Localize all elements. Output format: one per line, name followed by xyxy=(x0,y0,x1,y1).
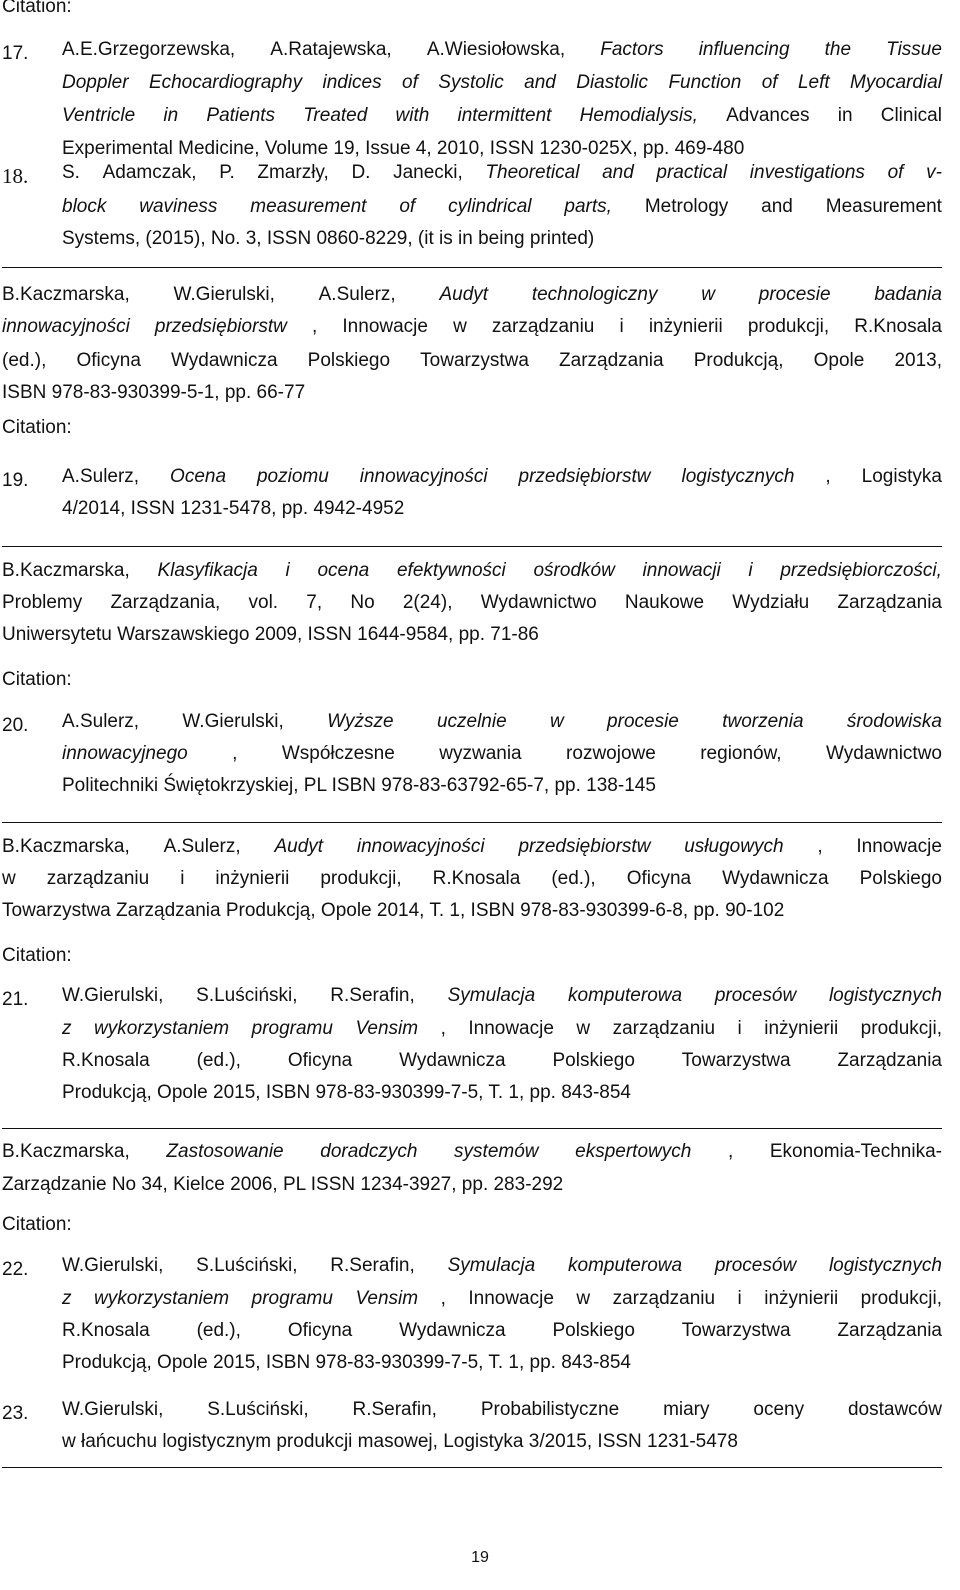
word: , xyxy=(312,316,318,337)
word: inżynierii xyxy=(764,1018,839,1039)
word: wykorzystaniem xyxy=(93,1018,230,1039)
word: produkcji, xyxy=(860,1018,942,1039)
reference-line xyxy=(62,103,942,129)
word: (ed.), xyxy=(196,1050,241,1071)
word: logistycznych xyxy=(828,985,942,1006)
word: procesie xyxy=(607,711,679,732)
word: komputerowa xyxy=(568,985,683,1006)
word: ośrodków xyxy=(533,560,615,581)
reference-text: Produkcją, Opole 2015, ISBN 978-83-930399-7-5, T. 1, pp. 843-854 xyxy=(62,1082,631,1103)
citation-label: Citation: xyxy=(2,0,72,17)
word: badania xyxy=(874,284,942,305)
word: R.Serafin, xyxy=(352,1399,437,1420)
reference-line xyxy=(62,136,744,162)
word: procesów xyxy=(714,985,797,1006)
word: Innowacje xyxy=(468,1018,554,1039)
word: Symulacja xyxy=(447,985,536,1006)
word: W.Gierulski, xyxy=(173,284,275,305)
entry-number: 18. xyxy=(2,164,29,188)
reference-line xyxy=(2,590,942,616)
word: innowacyjności xyxy=(2,316,130,337)
word: zarządzaniu xyxy=(491,316,595,337)
word: and xyxy=(602,162,634,183)
word: of xyxy=(761,72,778,93)
word: 2(24), xyxy=(402,592,453,613)
word: W.Gierulski, xyxy=(182,711,284,732)
word: R.Knosala xyxy=(854,316,942,337)
word: w xyxy=(549,711,564,732)
word: komputerowa xyxy=(568,1255,683,1276)
entry-number: 19. xyxy=(2,470,29,491)
word: Myocardial xyxy=(850,72,942,93)
reference-line xyxy=(2,558,942,584)
word: Tissue xyxy=(886,39,942,60)
reference-line xyxy=(62,1429,738,1455)
word: Klasyfikacja xyxy=(157,560,258,581)
word: block xyxy=(62,196,107,217)
word: Towarzystwa xyxy=(420,350,529,371)
word: Function xyxy=(668,72,742,93)
reference-line xyxy=(2,348,942,374)
reference-line xyxy=(2,282,942,308)
reference-line xyxy=(62,1016,942,1042)
reference-line xyxy=(62,983,942,1009)
word: Patients xyxy=(206,105,276,126)
word: systemów xyxy=(454,1141,539,1162)
reference-line xyxy=(62,1048,942,1074)
page-number: 19 xyxy=(471,1549,489,1566)
word: v- xyxy=(926,162,942,183)
word: innowacyjnego xyxy=(62,743,188,764)
word: dostawców xyxy=(847,1399,942,1420)
word: programu xyxy=(251,1288,333,1309)
divider xyxy=(2,267,942,268)
word: i xyxy=(180,868,185,889)
reference-line xyxy=(62,1253,942,1279)
word: Współczesne xyxy=(281,743,395,764)
citation-label: Citation: xyxy=(2,1214,72,1235)
word: Measurement xyxy=(825,196,942,217)
word: Advances xyxy=(726,105,810,126)
word: Left xyxy=(797,72,830,93)
word: P. xyxy=(219,162,235,183)
word: , xyxy=(440,1288,446,1309)
word: procesie xyxy=(758,284,831,305)
word: Wydawnicza xyxy=(399,1050,506,1071)
word: wyzwania xyxy=(439,743,522,764)
word: parts, xyxy=(564,196,612,217)
word: Diastolic xyxy=(576,72,649,93)
entry-number: 21. xyxy=(2,989,29,1010)
word: , xyxy=(232,743,238,764)
entry-number: 17. xyxy=(2,43,29,64)
word: S.Luściński, xyxy=(196,985,298,1006)
reference-line xyxy=(62,226,594,252)
word: B.Kaczmarska, xyxy=(2,284,130,305)
word: programu xyxy=(251,1018,333,1039)
word: Zarządzania xyxy=(837,1050,942,1071)
word: i xyxy=(737,1018,742,1039)
word: z xyxy=(62,1288,72,1309)
reference-text: Zarządzanie No 34, Kielce 2006, PL ISSN 1234-3927, pp. 283-292 xyxy=(2,1174,564,1195)
reference-line xyxy=(62,70,942,96)
reference-line xyxy=(62,496,404,522)
word: inżynierii xyxy=(764,1288,839,1309)
word: efektywności xyxy=(396,560,506,581)
word: A.Ratajewska, xyxy=(270,39,392,60)
word: , xyxy=(727,1141,734,1162)
word: inżynierii xyxy=(215,868,290,889)
word: measurement xyxy=(250,196,367,217)
word: Zastosowanie xyxy=(166,1141,284,1162)
word: Polskiego xyxy=(552,1050,635,1071)
word: oceny xyxy=(753,1399,805,1420)
reference-text: Systems, (2015), No. 3, ISSN 0860-8229, (it is in being printed) xyxy=(62,228,595,249)
word: cylindrical xyxy=(448,196,532,217)
word: Wydawnictwo xyxy=(826,743,942,764)
word: W.Gierulski, xyxy=(62,1399,164,1420)
word: Hemodialysis, xyxy=(579,105,698,126)
word: Factors xyxy=(600,39,664,60)
word: Theoretical xyxy=(485,162,580,183)
word: i xyxy=(748,560,753,581)
word: Produkcją, xyxy=(693,350,784,371)
reference-text: Politechniki Świętokrzyskiej, PL ISBN 978-83-63792-65-7, pp. 138-145 xyxy=(62,775,656,796)
word: Ekonomia-Technika- xyxy=(769,1141,942,1162)
word: R.Serafin, xyxy=(330,985,415,1006)
word: i xyxy=(737,1288,742,1309)
word: rozwojowe xyxy=(566,743,656,764)
word: doradczych xyxy=(320,1141,418,1162)
word: Zmarzły, xyxy=(257,162,329,183)
reference-text: Uniwersytetu Warszawskiego 2009, ISSN 1644-9584, pp. 71-86 xyxy=(2,624,539,645)
word: B.Kaczmarska, xyxy=(2,836,130,857)
reference-line xyxy=(62,1397,942,1423)
word: Probabilistyczne xyxy=(480,1399,620,1420)
entry-number: 22. xyxy=(2,1259,29,1280)
word: R.Knosala xyxy=(62,1320,150,1341)
word: A.Sulerz, xyxy=(62,466,140,487)
word: Logistyka xyxy=(861,466,942,487)
word: Zarządzania xyxy=(559,350,664,371)
word: w xyxy=(2,868,16,889)
word: Oficyna xyxy=(287,1320,353,1341)
word: uczelnie xyxy=(436,711,507,732)
word: Adamczak, xyxy=(102,162,197,183)
word: Innowacje xyxy=(856,836,942,857)
word: Polskiego xyxy=(859,868,942,889)
word: w xyxy=(453,316,467,337)
reference-line xyxy=(2,622,539,648)
word: usługowych xyxy=(684,836,784,857)
reference-text: ISBN 978-83-930399-5-1, pp. 66-77 xyxy=(2,382,306,403)
reference-line xyxy=(2,1172,563,1198)
word: zarządzaniu xyxy=(612,1288,716,1309)
word: Oficyna xyxy=(76,350,141,371)
word: w xyxy=(701,284,715,305)
entry-number: 23. xyxy=(2,1403,29,1424)
word: waviness xyxy=(139,196,218,217)
reference-line xyxy=(62,1350,631,1376)
word: B.Kaczmarska, xyxy=(2,1141,130,1162)
word: Wydawnictwo xyxy=(480,592,597,613)
word: technologiczny xyxy=(531,284,658,305)
word: ekspertowych xyxy=(575,1141,692,1162)
word: D. xyxy=(351,162,371,183)
word: Ventricle xyxy=(62,105,136,126)
word: Innowacje xyxy=(342,316,428,337)
reference-line xyxy=(62,709,942,735)
word: with xyxy=(395,105,430,126)
word: Towarzystwa xyxy=(681,1320,791,1341)
word: and xyxy=(761,196,793,217)
reference-line xyxy=(2,1139,942,1165)
word: of xyxy=(399,196,416,217)
word: Audyt xyxy=(439,284,489,305)
word: , xyxy=(440,1018,446,1039)
word: (ed.), xyxy=(2,350,47,371)
word: , xyxy=(825,466,831,487)
word: środowiska xyxy=(846,711,942,732)
word: przedsiębiorczości, xyxy=(780,560,942,581)
word: tworzenia xyxy=(722,711,804,732)
word: ocena xyxy=(317,560,370,581)
word: zarządzaniu xyxy=(46,868,150,889)
word: , xyxy=(817,836,823,857)
word: R.Knosala xyxy=(62,1050,150,1071)
word: logistycznych xyxy=(681,466,795,487)
word: Echocardiography xyxy=(148,72,303,93)
reference-line xyxy=(62,1318,942,1344)
word: Problemy xyxy=(2,592,83,613)
word: A.Sulerz, xyxy=(163,836,241,857)
word: Towarzystwa xyxy=(681,1050,791,1071)
word: Polskiego xyxy=(307,350,391,371)
word: Clinical xyxy=(880,105,942,126)
divider xyxy=(2,546,942,547)
word: S.Luściński, xyxy=(207,1399,309,1420)
word: innowacyjności xyxy=(359,466,488,487)
reference-text: Towarzystwa Zarządzania Produkcją, Opole 2014, T. 1, ISBN 978-83-930399-6-8, pp. 90-102 xyxy=(2,900,785,921)
word: innowacji xyxy=(642,560,721,581)
word: Doppler xyxy=(62,72,129,93)
reference-text: Experimental Medicine, Volume 19, Issue 4, 2010, ISSN 1230-025X, pp. 469-480 xyxy=(62,138,745,159)
word: Janecki, xyxy=(393,162,463,183)
reference-line xyxy=(62,37,942,63)
word: Wyższe xyxy=(327,711,394,732)
word: B.Kaczmarska, xyxy=(2,560,130,581)
divider xyxy=(2,1128,942,1129)
word: No xyxy=(350,592,375,613)
citation-label: Citation: xyxy=(2,669,72,690)
word: in xyxy=(163,105,179,126)
word: R.Knosala xyxy=(432,868,521,889)
citation-label: Citation: xyxy=(2,417,72,438)
word: practical xyxy=(656,162,728,183)
word: A.E.Grzegorzewska, xyxy=(62,39,236,60)
word: A.Sulerz, xyxy=(318,284,396,305)
word: Vensim xyxy=(355,1018,419,1039)
word: Zarządzania xyxy=(837,1320,942,1341)
reference-line xyxy=(62,773,656,799)
entry-number: 20. xyxy=(2,715,29,736)
word: Wydawnicza xyxy=(722,868,829,889)
word: Innowacje xyxy=(468,1288,554,1309)
word: miary xyxy=(663,1399,710,1420)
word: W.Gierulski, xyxy=(62,1255,164,1276)
word: indices xyxy=(322,72,382,93)
word: w xyxy=(576,1288,591,1309)
word: z xyxy=(62,1018,72,1039)
word: Metrology xyxy=(644,196,729,217)
word: Vensim xyxy=(355,1288,419,1309)
word: inżynierii xyxy=(648,316,723,337)
word: Oficyna xyxy=(287,1050,353,1071)
word: vol. xyxy=(248,592,279,613)
word: Ocena xyxy=(170,466,227,487)
divider xyxy=(2,1467,942,1468)
word: Wydziału xyxy=(732,592,810,613)
word: przedsiębiorstw xyxy=(518,466,651,487)
word: and xyxy=(524,72,556,93)
word: Systolic xyxy=(438,72,504,93)
word: Opole xyxy=(813,350,865,371)
word: wykorzystaniem xyxy=(93,1288,230,1309)
word: Treated xyxy=(303,105,368,126)
reference-line xyxy=(2,834,942,860)
word: influencing xyxy=(698,39,790,60)
word: przedsiębiorstw xyxy=(154,316,287,337)
word: A.Sulerz, xyxy=(62,711,140,732)
word: regionów, xyxy=(700,743,782,764)
word: Oficyna xyxy=(626,868,692,889)
word: 2013, xyxy=(894,350,942,371)
word: Polskiego xyxy=(552,1320,635,1341)
reference-line xyxy=(2,898,784,924)
reference-text: Produkcją, Opole 2015, ISBN 978-83-930399-7-5, T. 1, pp. 843-854 xyxy=(62,1352,631,1373)
citation-label: Citation: xyxy=(2,945,72,966)
word: przedsiębiorstw xyxy=(518,836,651,857)
word: Zarządzania, xyxy=(110,592,221,613)
word: Zarządzania xyxy=(837,592,942,613)
divider xyxy=(2,822,942,823)
word: Audyt xyxy=(274,836,324,857)
reference-line xyxy=(62,1080,631,1106)
word: logistycznych xyxy=(828,1255,942,1276)
word: intermittent xyxy=(457,105,552,126)
reference-line xyxy=(2,866,942,892)
word: Naukowe xyxy=(624,592,705,613)
reference-line xyxy=(62,194,942,220)
reference-line xyxy=(62,464,942,490)
reference-text: w łańcuchu logistycznym produkcji masowej, Logistyka 3/2015, ISSN 1231-5478 xyxy=(62,1431,738,1452)
word: (ed.), xyxy=(196,1320,241,1341)
word: the xyxy=(824,39,852,60)
word: w xyxy=(576,1018,591,1039)
word: in xyxy=(837,105,853,126)
word: Wydawnicza xyxy=(171,350,278,371)
word: of xyxy=(887,162,904,183)
word: i xyxy=(285,560,290,581)
reference-line xyxy=(62,160,942,186)
word: produkcji, xyxy=(860,1288,942,1309)
reference-line xyxy=(62,1286,942,1312)
word: 7, xyxy=(306,592,323,613)
word: R.Serafin, xyxy=(330,1255,415,1276)
word: (ed.), xyxy=(551,868,596,889)
word: S. xyxy=(62,162,80,183)
reference-line xyxy=(62,741,942,767)
word: S.Luściński, xyxy=(196,1255,298,1276)
word: innowacyjności xyxy=(356,836,485,857)
word: Symulacja xyxy=(447,1255,536,1276)
word: Wydawnicza xyxy=(399,1320,506,1341)
reference-line xyxy=(2,380,305,406)
word: of xyxy=(402,72,418,93)
word: produkcji, xyxy=(320,868,402,889)
word: A.Wiesiołowska, xyxy=(426,39,566,60)
word: zarządzaniu xyxy=(612,1018,716,1039)
word: investigations xyxy=(749,162,865,183)
word: i xyxy=(619,316,624,337)
word: W.Gierulski, xyxy=(62,985,164,1006)
word: poziomu xyxy=(256,466,329,487)
reference-text: 4/2014, ISSN 1231-5478, pp. 4942-4952 xyxy=(62,498,405,519)
word: procesów xyxy=(714,1255,797,1276)
reference-line xyxy=(2,314,942,340)
word: produkcji, xyxy=(747,316,830,337)
